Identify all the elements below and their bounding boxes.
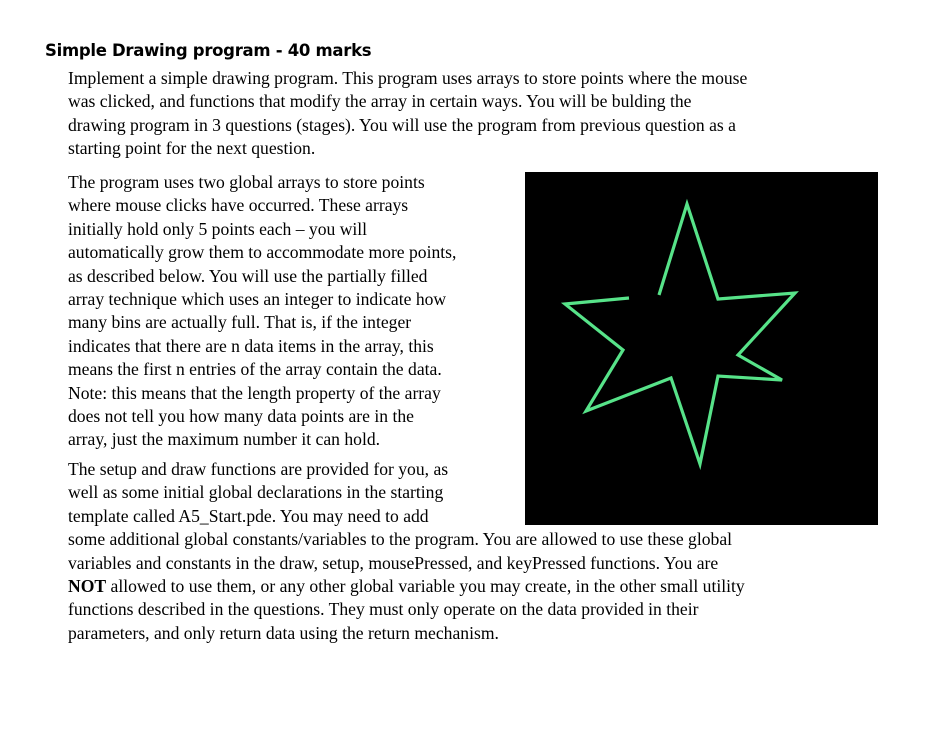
text-line [68, 575, 745, 598]
intro-paragraph [68, 67, 747, 161]
emphasis-not: NOT [68, 576, 107, 597]
text-line: initially hold only 5 points each – you will [68, 218, 368, 239]
canvas-background [525, 172, 878, 525]
text-line: Implement a simple drawing program. This program uses arrays to store points where the mouse [68, 68, 748, 88]
star-drawing-canvas [525, 172, 878, 525]
text-line: The program uses two global arrays to store points [68, 172, 425, 192]
text-line: some additional global constants/variables to the program. You are allowed to use these global [68, 529, 733, 550]
text-line: was clicked, and functions that modify the array in certain ways. You will be bulding the [68, 91, 692, 112]
text-line: parameters, and only return data using the return mechanism. [68, 622, 499, 643]
text-line: drawing program in 3 questions (stages). You will use the program from previous question as a [68, 114, 736, 135]
text-line: array, just the maximum number it can hold. [68, 429, 381, 450]
text-line: many bins are actually full. That is, if the integer [68, 312, 412, 333]
text-line: where mouse clicks have occurred. These arrays [68, 195, 409, 216]
text-fragment: allowed to use them, or any other global variable you may create, in the other small utility [106, 576, 745, 597]
text-line: The setup and draw functions are provided for you, as [68, 459, 449, 479]
star-drawing-figure [525, 172, 878, 525]
text-line: Note: this means that the length property of the array [68, 382, 441, 403]
text-line: functions described in the questions. They must only operate on the data provided in their [68, 599, 699, 620]
section-heading: Simple Drawing program - 40 marks [45, 41, 372, 60]
text-line: does not tell you how many data points are in the [68, 406, 414, 427]
text-line: well as some initial global declarations in the starting [68, 482, 444, 503]
arrays-paragraph [68, 171, 456, 452]
text-line: array technique which uses an integer to indicate how [68, 289, 447, 310]
text-line: starting point for the next question. [68, 138, 316, 159]
text-line: means the first n entries of the array contain the data. [68, 359, 442, 380]
text-line: as described below. You will use the partially filled [68, 265, 428, 286]
text-line: automatically grow them to accommodate more points, [68, 242, 457, 263]
text-line: variables and constants in the draw, setup, mousePressed, and keyPressed functions. You are [68, 552, 719, 573]
text-line: indicates that there are n data items in the array, this [68, 335, 434, 356]
text-line: template called A5_Start.pde. You may need to add [68, 505, 429, 526]
